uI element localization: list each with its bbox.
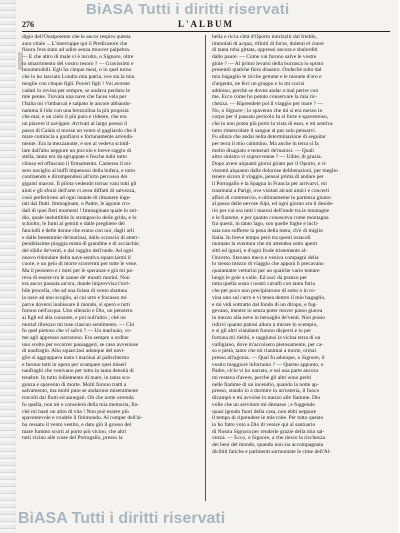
left-column-line: mortal ribrezzo mi tuse ciascun sentimento. — Chi bbox=[22, 321, 135, 328]
left-column-line: mare fummo scorti al porto più vicino, che altri bbox=[22, 428, 127, 435]
left-column-line: moglie con cinque figli. Poveri figli ! Voi avreste bbox=[22, 80, 130, 87]
left-column-line: cosò preferirono ad ogni istante di rimanere inge- bbox=[22, 194, 131, 201]
right-column-line: di Nostra Signora per renderle grazie della mia sal- bbox=[212, 428, 325, 435]
left-column-line: tutti vicino alle coste del Portogallo, presso la bbox=[22, 435, 123, 442]
right-column-line: molto disagiato e temerari de'marosi. — Quali bbox=[212, 147, 314, 154]
right-column-line: vistomi alquanto dalle dolorose deliberazioni, per meglio bbox=[212, 167, 338, 174]
left-column-line: chiuso ed offuscato il firmamento. Camerea il mi- bbox=[22, 161, 132, 168]
watermark-top: BiASA Tutti i diritti riservati bbox=[86, 1, 290, 18]
right-column-line: rio per cui era tutti i marosi dell'onde tra le montagne bbox=[212, 207, 330, 214]
left-column-line: innumerabili. Egli ha cinque mesi, o in quel torno bbox=[22, 67, 132, 74]
left-column-line: mie penne. Trovata una nave che facea vela per bbox=[22, 94, 127, 101]
right-column-line: affari di commercio, e ultimamente in partenza giunto bbox=[212, 194, 331, 201]
right-column-line: al passo delle nevose Alpi, ed ogni giorno era il deside- bbox=[212, 201, 334, 208]
left-column-line: del sibilo de'venti, e dal ruggito dell'onde. Ad ogni bbox=[22, 248, 134, 254]
left-column-line: furono nell'acqua. Uno silenzio e Dio, un pensiero bbox=[22, 308, 133, 315]
right-column-line: quarantatre vetturini per un qualche vario tentare bbox=[212, 268, 320, 275]
right-column-line: ridirvi quanto patissi allora a mirare lo scempio, bbox=[212, 321, 318, 328]
left-column bbox=[22, 34, 200, 502]
left-column-line: caduti in rovina per sempre, se andava perduto le bbox=[22, 87, 130, 94]
right-column-line: d'argento, ne feci un gruppo e lo mi cucisi bbox=[212, 80, 305, 87]
right-column-line: per terra il mio cammino. Ma anche in terra si fa bbox=[212, 141, 319, 147]
right-column-line: in mezzo alla neve in bersaglio de'venti. Non posso bbox=[212, 314, 325, 321]
left-column-line: un piacere il navigare. Arrivati al largo presso il bbox=[22, 120, 128, 127]
left-column-line: finora l'era stato ad udire senza muover palpebra. bbox=[22, 47, 131, 54]
right-column-line: dei beni del mondo, quando non sia accompagnata bbox=[212, 441, 324, 448]
right-column-line: No, o Signore ; lo spavento che mi si era messo in bbox=[212, 107, 323, 114]
left-column-line: che mai, e un cielo il più puro e ridente, che era bbox=[22, 114, 127, 121]
right-column-line: io ho fatto voto a Dio di venire qui al santuario bbox=[212, 421, 316, 428]
right-column-line: sitti ed ignari, e d'ogni frode tristemente al- bbox=[212, 248, 308, 254]
right-column-line: il tempo di riprendere le mie robe. Per tutto questo bbox=[212, 415, 324, 422]
left-column-line: ba cessato il vento vestito, e dato giù il grosso del bbox=[22, 421, 132, 428]
right-column-line: dicibili fatiche e patimenti sormontate le cime dell'Al- bbox=[212, 448, 332, 455]
left-column-line: che io ho lasciato Londra mia patria, ove sta la mia bbox=[22, 74, 135, 81]
left-column-line: chè mi basti un alito di vita ! Non può essere più bbox=[22, 408, 129, 415]
right-column-line: lo stesso mezzo di viaggio che apponi li precavano bbox=[212, 261, 324, 268]
journal-title: L'ALBUM bbox=[177, 19, 234, 29]
right-column-line: addosso, perchè se dovea andar a mal perire con bbox=[212, 87, 319, 94]
left-column-line: aiuti e gli sforzi dell'arte ci avea diffatti di salvezza, bbox=[22, 187, 136, 194]
left-column-line: l'Italia mi v'imbarcai e salpato le ancore abbando- bbox=[22, 100, 132, 107]
left-column-line: aura vitale ... L'interruppe qui il Predicatore che bbox=[22, 40, 128, 47]
right-column-line: corpo per il passato pericolo fu sì forte e spaventoso, bbox=[212, 114, 329, 121]
text-columns bbox=[22, 34, 390, 502]
right-column-line: e le fiamme, e per quanto conosceva come montagna bbox=[212, 214, 329, 221]
right-column-line: vezza. — Ecco, o Signore, a che riesce la ricchezza bbox=[212, 435, 325, 442]
right-column-line: fra questi, in tanto lago, son quelle fughe e incli- bbox=[212, 221, 319, 228]
left-column-line: e furono tutti in opera per scampare quei miseri bbox=[22, 361, 127, 368]
left-column-line: glio si aggrappava tosto i marinai al palischermo bbox=[22, 355, 130, 361]
right-column-line: vostro maggiore infortunio ? — Questo appunto, o bbox=[212, 361, 324, 368]
left-column-line: spaventevole e crudele il finimondo. Al romper dell'al- bbox=[22, 415, 143, 422]
left-column-line: me agli appresso narrarono. Era sempre a ordine bbox=[22, 334, 129, 341]
right-column-line: lungo le gole a valle. Ed usci da pranzo per bbox=[212, 274, 307, 281]
left-column-line: contraendo e dirompendosi all'urto percosso dei bbox=[22, 174, 128, 181]
left-column-line: la nave ad uno scoglio, al cui urto e fracasso mi bbox=[22, 294, 127, 301]
left-column-line: lare dall'alto neppure un piccolo e breve raggio di bbox=[22, 147, 132, 154]
left-column-line: lo smarrimento del vostro tesoro ? — Gravissimi e bbox=[22, 60, 134, 67]
left-column-line: di naufragio. Alto squarciasi adunque del navi- bbox=[22, 348, 126, 355]
left-column-line: passo di Calais si mosse un vento sì gagliardo che il bbox=[22, 127, 137, 134]
right-column-line: immolati di acqua, rifiniti di forze, dolenti el cuore bbox=[212, 40, 324, 47]
right-column-line: sata non sofferse la pena della meta, ch'è di miglio bbox=[212, 227, 323, 234]
watermark-bottom: BiASA Tutti i diritti riservati bbox=[18, 510, 226, 527]
right-column-line: fortuna mi riebbi, e raggiunsi la vicina terra di un bbox=[212, 334, 321, 341]
left-column-line: giganti marosi. Il pilota vedendo tornar vani tutti gli bbox=[22, 181, 137, 188]
right-column-line: gioie ? — Al primo levarsi della burrasca io spinto bbox=[212, 60, 324, 67]
right-column-line: Fu allora che andai nella determinazione di seguitar bbox=[212, 134, 326, 141]
right-column-line: mio bagaglio le ricche gemme e le monete d'oro e bbox=[212, 74, 322, 81]
column-divider bbox=[205, 35, 206, 501]
right-column-line: vina uno sul carro e vi tenea dentro il mio bagaglio, bbox=[212, 294, 326, 301]
left-column-line: tenebre. In tutto lolliemento di mare, in tanta sco- bbox=[22, 375, 132, 382]
right-column-line: presso, stando io a dormire in un'osteria, il fuoco bbox=[212, 388, 320, 395]
right-column-line: gevano, mentre io senza poter mover passo giacea bbox=[212, 308, 323, 315]
left-column-line: uno scelto per eccorrer passaggeri, se caso avvenisse bbox=[22, 341, 139, 348]
right-column-line: che io non potea più porre la vista di esso, e mi sentiva bbox=[212, 120, 333, 127]
right-column-line: Padre, ch'io vi ho narrato, e sol una parte ancora bbox=[212, 368, 318, 375]
right-column bbox=[212, 34, 390, 502]
right-column-line: so e pietà, tanto che mi rianimai a morte, ormai bbox=[212, 348, 317, 355]
left-column-line: iati dai flutti. Immaginate, o Padre, le agonie cru- bbox=[22, 201, 131, 208]
left-column-line: schiolto, le fumi ai gemiti e dalle preghiere dei bbox=[22, 221, 125, 228]
right-column-line: mi restava d'avere, perchè gli altri sono periti bbox=[212, 375, 312, 382]
left-column-line: sero naviglio ai buffi impetuosi della bufera, e tutto bbox=[22, 167, 136, 174]
left-column-line: stella, tanto era da sgruppate e fosche nubi tutto bbox=[22, 154, 127, 161]
left-column-line: penditissime pioggia mista di grandine e di acciachie, bbox=[22, 241, 140, 248]
right-column-line: chezza. — Riprendete poi il viaggio per mare ? — bbox=[212, 100, 323, 107]
left-column-line: nuovo ridondare della nave sentiva squarciarmi il bbox=[22, 254, 131, 261]
left-column-line: gonza e spavento di morte. Molti furono tratti a bbox=[22, 381, 127, 388]
right-column-line: me. Ecco come ho potuto conservare la mia ric- bbox=[212, 94, 318, 101]
right-column-line: tutto rimescolare il sangue al pur solo pensarvi. bbox=[212, 127, 317, 134]
right-column-line: valligiano, dove m'accolsero pietosamente, per ca- bbox=[212, 341, 324, 348]
page-number: 276 bbox=[22, 20, 34, 29]
left-column-line: ai figli ed alla consorte, e poi null'altro ; chè un bbox=[22, 314, 126, 321]
left-column-line: dio, quale ineluttibile lo strangoscio deile grida, e lo bbox=[22, 214, 137, 221]
scan-edge-shadow bbox=[0, 0, 16, 533]
right-column-line: tutta quella sosta i nostri cavalli con tanta furia bbox=[212, 281, 315, 288]
right-column-line: il Portogallo e la Spagna in Francia per arrivarvi, mi bbox=[212, 181, 327, 188]
left-column-line: mare comincia a gonfiarsi e fortunamente arrenda- bbox=[22, 134, 134, 141]
right-column-line: tenere sicuro il viaggio, pensai prima di andare per bbox=[212, 174, 324, 181]
left-column-line: Ma il pensiero e i miei per le speranze e già mi pa- bbox=[22, 268, 134, 275]
right-column-line: di tanta roba gittata, oppressi ancora e sbalorditi bbox=[212, 47, 318, 54]
right-column-line: divampò e mi avvolse in mezzo alle fiamme. Dio bbox=[212, 395, 321, 402]
right-column-line: dallo paure. — Come vai furono salve le vostre bbox=[212, 54, 317, 61]
header-rule bbox=[22, 31, 390, 32]
right-column-line: presso all'agonia. — Qual fu adunque, o Signore, il bbox=[212, 355, 325, 361]
right-column-line: l'incerto. Stavano meco e veniva compagni della bbox=[212, 254, 319, 261]
left-column-line: fu quella, non mi e consolerà della mia memoria, fin- bbox=[22, 401, 140, 408]
left-column-line: naufraghi che venivano per tutto in tanta densità di bbox=[22, 368, 134, 375]
left-column-line: mente. Era la mezzanotte, e sen ai vedeva scintil- bbox=[22, 141, 131, 147]
left-column-line: parve doversi inabissare il mondo, si sperò e tutti bbox=[22, 301, 130, 308]
right-column-line: e si gli altri viandanti furono dispersi e io per bbox=[212, 328, 312, 335]
left-column-line: era ancor passata un'ora, donde improvvisa l'orri- bbox=[22, 281, 131, 288]
left-column-line: digio dell'Oustpotente che le ancor respiro questa bbox=[22, 34, 131, 40]
right-column-line: trasmutai a Parigi, ove visitati alcuni amici e concerti bbox=[212, 187, 330, 194]
right-column-line: Dopo avere alquanti giorni girato per il Oporto, e ri- bbox=[212, 161, 327, 168]
right-column-line: quasi ignudo fuori della casa, non ebbi neppure bbox=[212, 408, 317, 415]
left-column-line: bile procella, che ad una folata di vento sbattuta bbox=[22, 288, 128, 295]
left-column-line: namma il lido con una brezzolina la più propizia bbox=[22, 107, 129, 114]
left-column-line: dali di quei fieri momenti ! Immaginate quale lo stri- bbox=[22, 207, 139, 214]
right-column-line: montato la sventura che mi attendea sotto aperti bbox=[212, 241, 318, 248]
left-column-line: salvamento, ma molti pure se andarono miseramente bbox=[22, 388, 138, 395]
left-column-line: — E che altro di male vi è incolto, o Signore, oltre bbox=[22, 54, 134, 61]
right-column-line: volle che un servitore mi destasse ; e fuggendo bbox=[212, 401, 315, 408]
right-column-line: nelle fiamme di un incendio, quando la notte ap- bbox=[212, 381, 319, 388]
left-column-line: travolti dai flutti ed annegati. Oh che notte orrenda bbox=[22, 395, 134, 402]
right-column-line: bella e ricca città d'Oporto intirizziti dal freddo, bbox=[212, 34, 317, 40]
right-column-line: altro sinistro vi sopravvenne ? — Udite, di grazia. bbox=[212, 154, 322, 161]
left-column-line: e dalle bestemmie de'marinai, dallo scroscio di atterr- bbox=[22, 234, 140, 241]
left-column-line: fanciulli e delle donne che erano con noi, dagli urli bbox=[22, 227, 135, 234]
left-column-line: reva di essere tra le zanne de' mostri marini. Non bbox=[22, 274, 130, 281]
right-column-line: Italia. In breve tempo però tra questi ostacoli bbox=[212, 234, 311, 241]
left-column-line: fu quel pietoso che vi salvò ? — Un marinaio, co- bbox=[22, 328, 132, 335]
left-column-line: cuore, e un gelo di morte scorrermi per tutte le vene. bbox=[22, 261, 138, 268]
right-column-line: che per poco non precipitarono di sotto o in ro- bbox=[212, 288, 316, 295]
right-column-line: e mi vidi sottratto dal fondo di un dirupo, e fug- bbox=[212, 301, 318, 308]
right-column-line: presentii qualche fiero disastro. Ondechè tolto dal bbox=[212, 67, 322, 74]
